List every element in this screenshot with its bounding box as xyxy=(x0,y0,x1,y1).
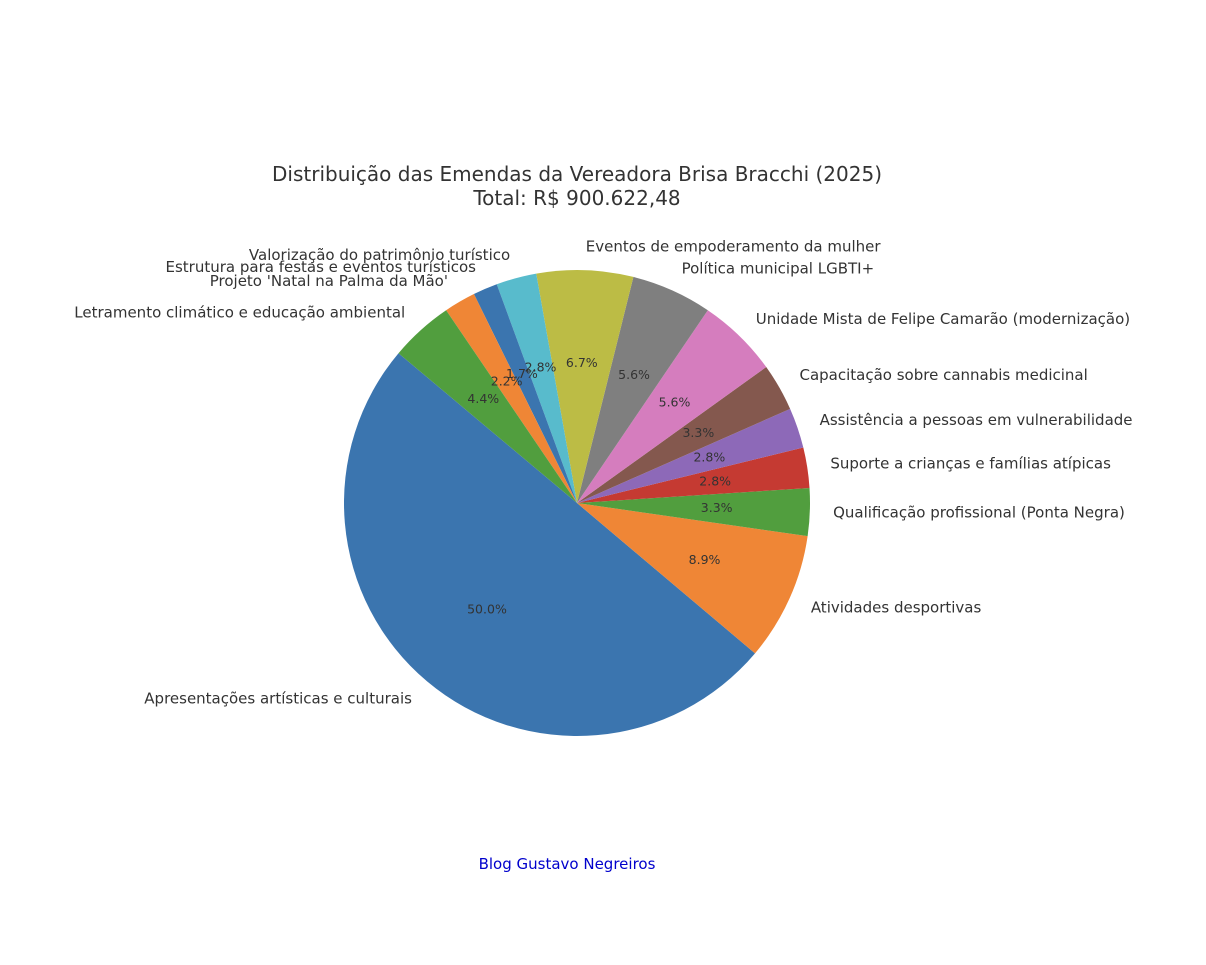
slice-percent: 8.9% xyxy=(688,551,721,567)
chart-title: Distribuição das Emendas da Vereadora Brisa Bracchi (2025) xyxy=(272,162,882,186)
slice-label: Valorização do patrimônio turístico xyxy=(248,246,511,265)
slice-label: Capacitação sobre cannabis medicinal xyxy=(799,366,1088,385)
slice-percent: 1.7% xyxy=(506,366,538,382)
slice-percent: 5.6% xyxy=(658,394,691,410)
pie-slices xyxy=(344,270,810,736)
slice-label: Letramento climático e educação ambiental xyxy=(74,303,406,322)
slice-label: Eventos de empoderamento da mulher xyxy=(585,237,881,256)
slice-percent: 3.3% xyxy=(682,425,715,441)
slice-label: Qualificação profissional (Ponta Negra) xyxy=(833,503,1125,522)
slice-percent: 5.6% xyxy=(618,366,650,382)
watermark: Blog Gustavo Negreiros xyxy=(478,855,656,873)
slice-label: Política municipal LGBTI+ xyxy=(681,259,875,278)
slice-percent: 2.2% xyxy=(490,373,523,389)
slice-label: Suporte a crianças e famílias atípicas xyxy=(830,454,1111,473)
slice-label: Apresentações artísticas e culturais xyxy=(144,689,412,708)
slice-percent: 2.8% xyxy=(524,359,557,375)
slice-percent: 6.7% xyxy=(565,354,598,370)
slice-percent: 3.3% xyxy=(700,499,733,515)
slice-label: Unidade Mista de Felipe Camarão (modernização) xyxy=(755,309,1131,328)
slice-percent: 50.0% xyxy=(467,601,507,617)
slice-label: Assistência a pessoas em vulnerabilidade xyxy=(819,410,1133,429)
chart-subtitle: Total: R$ 900.622,48 xyxy=(473,186,681,210)
slice-label: Atividades desportivas xyxy=(810,598,982,617)
slice-label: Estrutura para festas e eventos turísticos xyxy=(165,257,477,276)
slice-percent: 2.8% xyxy=(699,473,732,489)
slice-label: Projeto 'Natal na Palma da Mão' xyxy=(209,272,448,291)
slice-percent: 4.4% xyxy=(467,390,500,406)
slice-percent: 2.8% xyxy=(693,449,726,465)
